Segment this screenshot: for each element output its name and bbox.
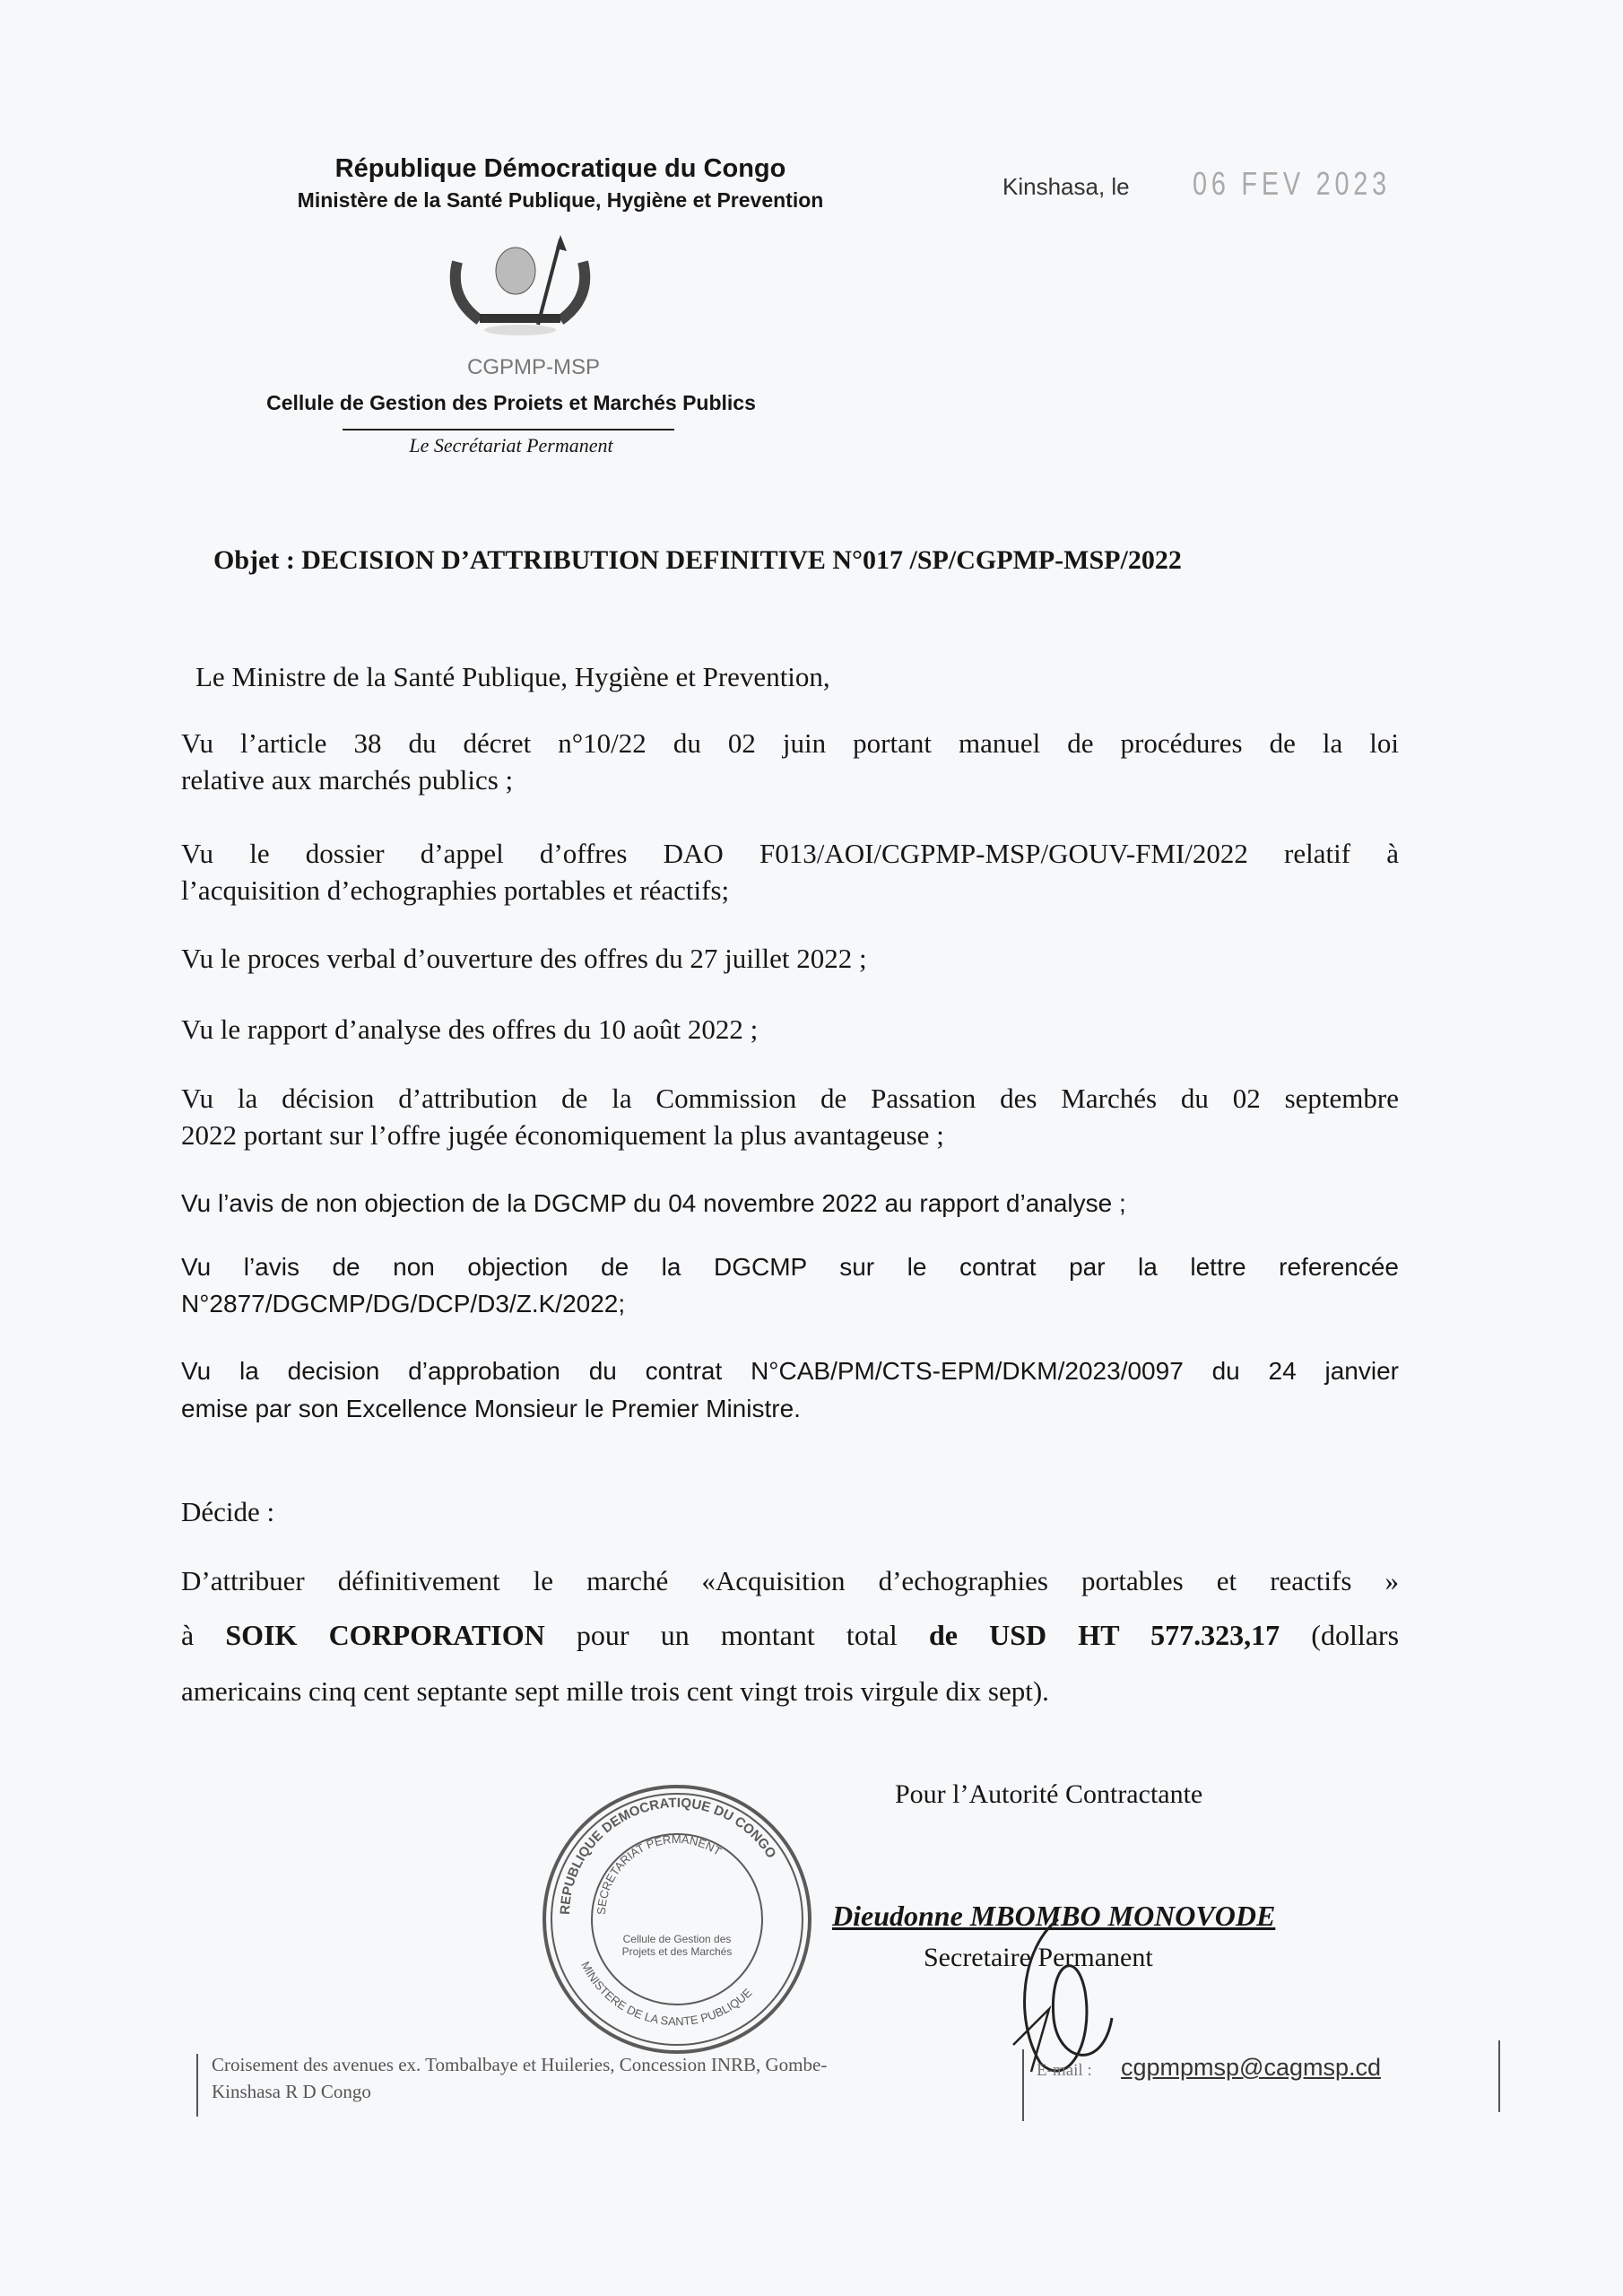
stamp-text: SECRETARIAT PERMANENT	[594, 1831, 725, 1916]
acronym: CGPMP-MSP	[466, 355, 601, 379]
svg-text:SECRETARIAT PERMANENT	[595, 1832, 724, 1915]
stamp-text: MINISTERE DE LA SANTE PUBLIQUE	[578, 1959, 755, 2029]
signatory-title: Secretaire Permanent	[924, 1943, 1153, 1972]
ministry-name: Ministère de la Santé Publique, Hygiène et Prevention	[297, 188, 824, 212]
consideration-line: relative aux marchés publics ;	[181, 764, 514, 796]
footer-address: Croisement des avenues ex. Tombalbaye et Huileries, Concession INRB, Gombe-	[212, 2054, 828, 2075]
consideration-line: Vu l’article 38 du décret n°10/22 du 02 juin portant manuel de procédures de la loi	[181, 727, 1399, 759]
consideration-line: 2022 portant sur l’offre jugée économiquement la plus avantageuse ;	[181, 1119, 944, 1151]
coat-of-arms-emblem	[439, 235, 601, 335]
signatory-name: Dieudonne MBOMBO MONOVODE	[832, 1900, 1276, 1932]
consideration-line: l’acquisition d’echographies portables et réactifs;	[181, 874, 730, 906]
stamp-text: REPUBLIQUE DEMOCRATIQUE DU CONGO	[557, 1795, 779, 1916]
consideration-line: Vu la decision d’approbation du contrat N°CAB/PM/CTS-EPM/DKM/2023/0097 du 24 janvier	[181, 1357, 1399, 1385]
email-label: E-mail :	[1037, 2061, 1092, 2080]
consideration-line: Vu l’avis de non objection de la DGCMP sur le contrat par la lettre referencée	[181, 1253, 1399, 1281]
decision-suffix: (dollars	[1280, 1619, 1400, 1651]
decide-label: Décide :	[181, 1496, 275, 1527]
svg-text:MINISTERE DE LA SANTE PUBLIQUE	[578, 1959, 755, 2028]
intro-line: Le Ministre de la Santé Publique, Hygiène et Prevention,	[195, 661, 830, 692]
consideration-line: Vu le proces verbal d’ouverture des offres du 27 juillet 2022 ;	[181, 943, 867, 974]
decision-line: americains cinq cent septante sept mille trois cent vingt trois virgule dix sept).	[181, 1675, 1049, 1707]
subject-line: Objet : DECISION D’ATTRIBUTION DEFINITIVE N°017 /SP/CGPMP-MSP/2022	[213, 545, 1182, 575]
footer-address: Kinshasa R D Congo	[212, 2081, 371, 2102]
place-label: Kinshasa, le	[1002, 173, 1130, 200]
official-stamp	[538, 1780, 816, 2058]
consideration-line: Vu le dossier d’appel d’offres DAO F013/AOI/CGPMP-MSP/GOUV-FMI/2022 relatif à	[181, 838, 1399, 869]
consideration-line: emise par son Excellence Monsieur le Premier Ministre.	[181, 1395, 801, 1422]
footer-divider	[1022, 2049, 1024, 2121]
country-name: République Démocratique du Congo	[334, 154, 786, 183]
footer-divider	[1498, 2040, 1500, 2112]
stamp-text: Cellule de Gestion des Projets et des Marchés	[621, 1933, 733, 1959]
company-name: SOIK CORPORATION	[225, 1619, 545, 1651]
stamp-rings	[538, 1780, 816, 2058]
consideration-line: Vu le rapport d’analyse des offres du 10 août 2022 ;	[181, 1013, 759, 1045]
decision-line-amount	[181, 1619, 1399, 1652]
signatory-authority-label: Pour l’Autorité Contractante	[895, 1779, 1203, 1809]
contract-amount: de USD HT 577.323,17	[928, 1619, 1280, 1651]
date-stamp: 06 FEV 2023	[1193, 165, 1391, 202]
email-link[interactable]: cgpmpmsp@cagmsp.cd	[1121, 2054, 1382, 2081]
consideration-line: Vu la décision d’attribution de la Commission de Passation des Marchés du 02 septembre	[181, 1083, 1399, 1114]
decision-prefix: à	[181, 1619, 226, 1651]
unit-name: Cellule de Gestion des Proiets et Marchés Publics	[266, 391, 756, 414]
consideration-line: N°2877/DGCMP/DG/DCP/D3/Z.K/2022;	[181, 1290, 626, 1318]
decision-middle: pour un montant total	[544, 1619, 929, 1651]
header-divider	[343, 429, 674, 430]
footer-divider	[196, 2054, 198, 2117]
decision-line: D’attribuer définitivement le marché «Acquisition d’echographies portables et reactifs »	[181, 1565, 1399, 1596]
consideration-line: Vu l’avis de non objection de la DGCMP du 04 novembre 2022 au rapport d’analyse ;	[181, 1189, 1126, 1217]
secretariat-label: Le Secrétariat Permanent	[409, 434, 613, 457]
